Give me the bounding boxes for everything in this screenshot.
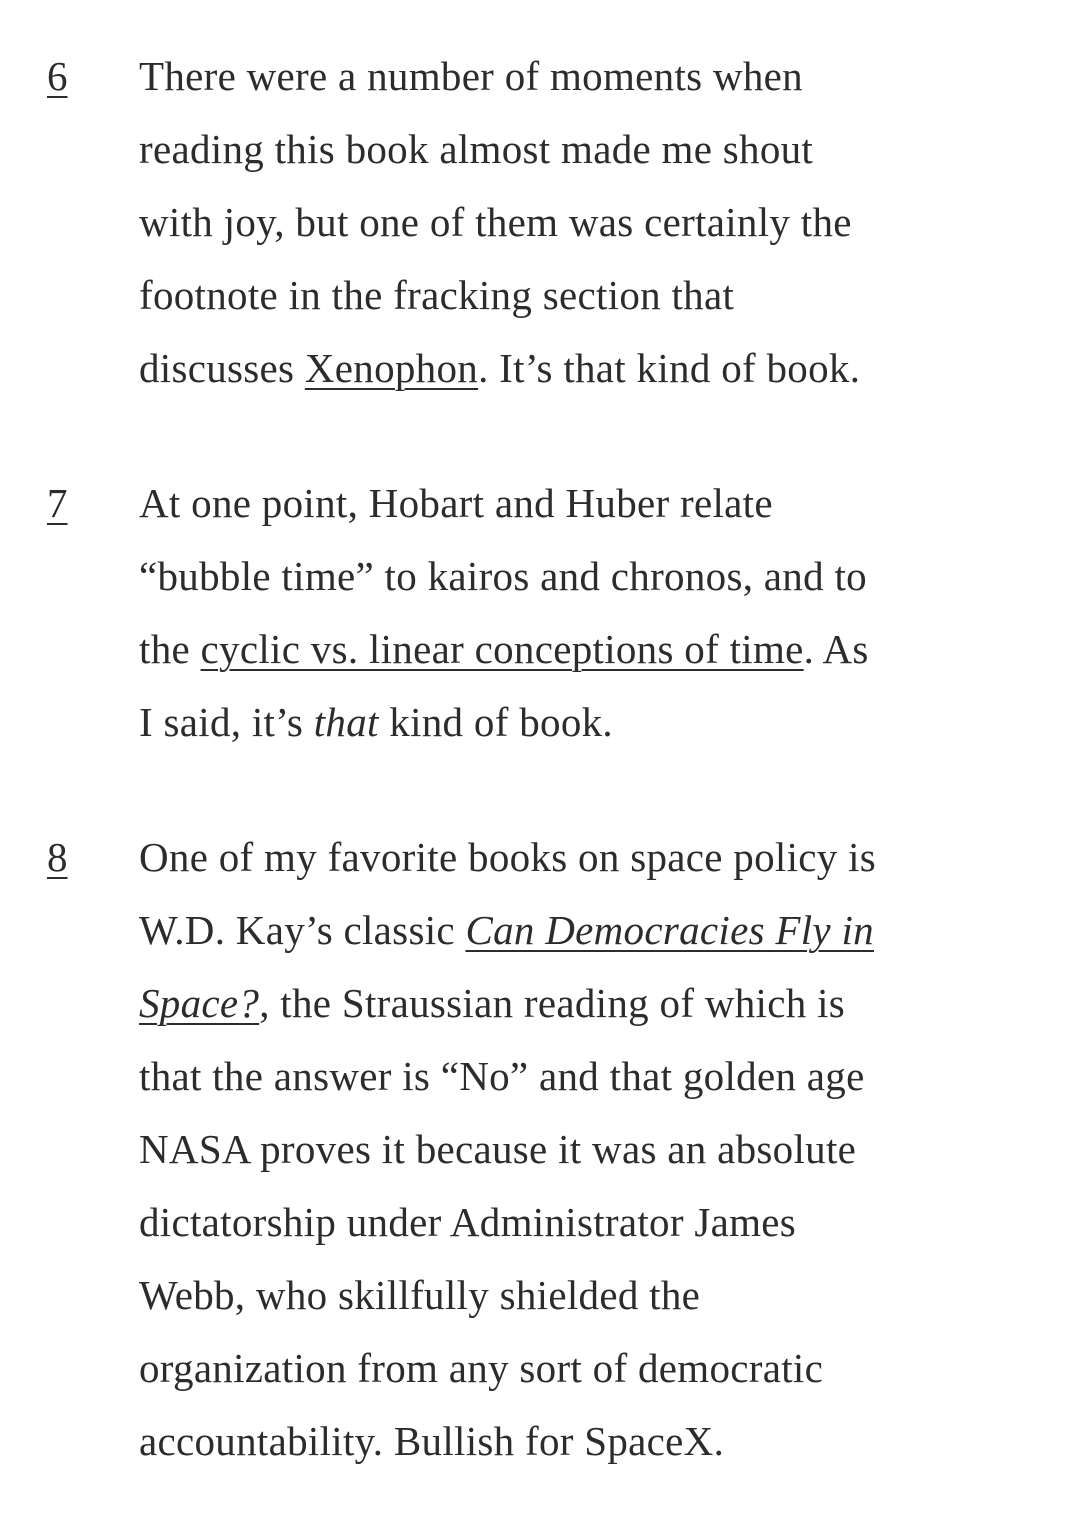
text-line [139, 332, 1039, 405]
text-line [139, 967, 1039, 1040]
footnote-8-number-link[interactable]: 8 [47, 834, 68, 880]
text-run: . As [803, 626, 869, 672]
text-run: . It’s that kind of book. [478, 345, 861, 391]
text-line: One of my favorite books on space policy is [139, 834, 877, 880]
text-run: discusses [139, 345, 305, 391]
text-line: dictatorship under Administrator James [139, 1199, 797, 1245]
text-line: reading this book almost made me shout [139, 126, 814, 172]
text-run: W.D. Kay’s classic [139, 907, 466, 953]
text-line [139, 894, 1039, 967]
text-line: footnote in the fracking section that [139, 272, 735, 318]
text-run: the [139, 626, 201, 672]
emphasis-that: that [313, 699, 379, 745]
text-run: , the Straussian reading of which is [259, 980, 846, 1026]
book-title-link-continued[interactable]: Space? [139, 980, 260, 1026]
footnote-6-text [139, 40, 1039, 405]
text-line: “bubble time” to kairos and chronos, and to [139, 553, 867, 599]
text-line: NASA proves it because it was an absolute [139, 1126, 857, 1172]
footnote-7-text [139, 467, 1039, 759]
text-line [139, 686, 1039, 759]
text-run: kind of book. [378, 699, 613, 745]
footnote-8-text [139, 821, 1039, 1478]
book-title-link[interactable]: Can Democracies Fly in [465, 907, 874, 953]
text-line: At one point, Hobart and Huber relate [139, 480, 773, 526]
text-line: organization from any sort of democratic [139, 1345, 824, 1391]
cyclic-vs-linear-time-link[interactable]: cyclic vs. linear conceptions of time [200, 626, 804, 672]
text-run: I said, it’s [139, 699, 314, 745]
xenophon-link[interactable]: Xenophon [304, 345, 479, 391]
text-line: that the answer is “No” and that golden age [139, 1053, 865, 1099]
text-line: Webb, who skillfully shielded the [139, 1272, 701, 1318]
text-line: accountability. Bullish for SpaceX. [139, 1418, 725, 1464]
text-line [139, 613, 1039, 686]
text-line: with joy, but one of them was certainly the [139, 199, 852, 245]
footnote-7-number-link[interactable]: 7 [47, 480, 68, 526]
text-line: There were a number of moments when [139, 53, 803, 99]
footnote-6-number-link[interactable]: 6 [47, 53, 68, 99]
